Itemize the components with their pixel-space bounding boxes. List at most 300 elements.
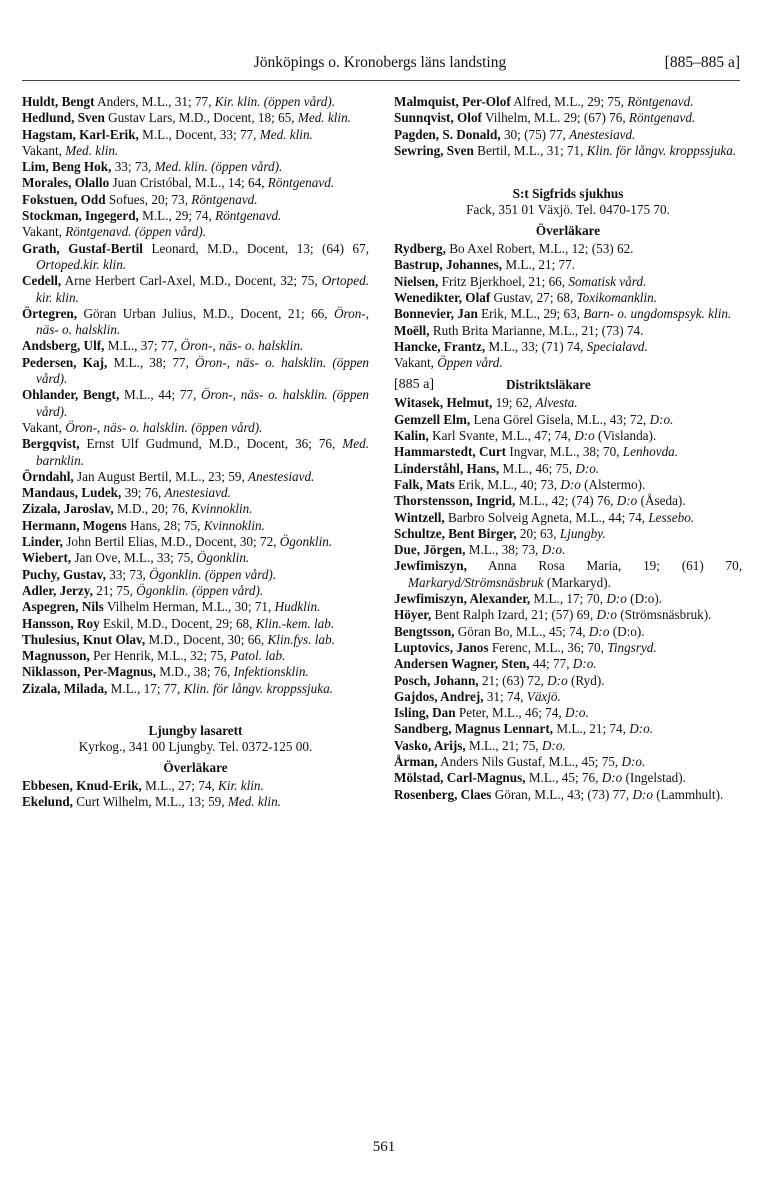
directory-entry [22, 110, 369, 126]
directory-entry [22, 208, 369, 224]
entry-details: Vakant, [394, 355, 438, 371]
entry-name: Fokstuen, Odd [22, 191, 106, 207]
entry-name: Örtegren, [22, 305, 78, 321]
entry-name: Thulesius, Knut Olav, [22, 631, 146, 647]
entry-department: Öppen vård. [437, 355, 503, 371]
entry-name: Zizala, Milada, [22, 680, 108, 696]
entry-details: Lena Görel Gisela, M.L., 43; 72, [470, 411, 650, 427]
entry-location: (Åseda). [637, 493, 686, 509]
ljungby-section-title: Ljungby lasarett [148, 722, 243, 738]
ljungby-section-subheading: Överläkare [163, 759, 228, 775]
entry-location: (Strömsnäsbruk). [616, 607, 712, 623]
entry-name: Hermann, Mogens [22, 517, 127, 533]
entry-department: Klin. för långv. kroppssjuka. [586, 142, 737, 158]
entry-name: Malmquist, Per-Olof [394, 94, 511, 109]
entry-department: Ortoped. kir. klin. [36, 273, 369, 305]
entry-details: Vakant, [22, 224, 66, 240]
entry-department: Kir. klin. (öppen vård). [214, 94, 336, 109]
entry-name: Årman, [394, 753, 438, 769]
entry-department: Med. barnklin. [36, 436, 369, 468]
entry-details: M.L., 37; 77, [104, 338, 181, 354]
directory-entry [22, 224, 369, 240]
entry-details: Vakant, [22, 142, 66, 158]
entry-name: Zizala, Jaroslav, [22, 501, 114, 517]
entry-name: Bastrup, Johannes, [394, 257, 503, 273]
entry-name: Ebbesen, Knud-Erik, [22, 777, 142, 793]
entry-details: Anna Rosa Maria, 19; (61) 70, [466, 558, 742, 574]
entry-details: Juan Cristóbal, M.L., 14; 64, [109, 175, 268, 191]
page-header-ref: [885–885 a] [664, 54, 740, 71]
left-entry-list [22, 94, 369, 697]
entry-details: Vilhelm, M.L. 29; (67) 76, [481, 110, 629, 126]
ljungby-section-address: Kyrkog., 341 00 Ljungby. Tel. 0372-125 00. [78, 739, 313, 755]
right-column [394, 94, 742, 803]
entry-department: Ögonklin. [196, 550, 250, 566]
page-header [20, 54, 740, 76]
sigfrid-entry-list [394, 241, 742, 371]
entry-department: Specialavd. [586, 338, 648, 354]
ljungby-entry-list [22, 778, 369, 811]
entry-department: Röntgenavd. (öppen vård). [65, 224, 207, 240]
entry-department: D:o. [572, 656, 597, 672]
page-number: 561 [372, 1139, 396, 1155]
entry-department: Öron-, näs- o. halsklin. [180, 338, 304, 354]
directory-entry [394, 770, 742, 786]
directory-entry [22, 159, 369, 175]
entry-name: Rydberg, [394, 241, 446, 257]
directory-entry [394, 624, 742, 640]
directory-entry [394, 412, 742, 428]
entry-name: Vasko, Arijs, [394, 737, 466, 753]
entry-department: Somatisk vård. [568, 273, 647, 289]
entry-details: 33; 73, [105, 566, 150, 582]
entry-department: Patol. lab. [230, 648, 286, 664]
entry-name: Wiebert, [22, 550, 72, 566]
entry-details: Ingvar, M.L., 38; 70, [506, 444, 623, 460]
entry-details: M.L., 17; 77, [107, 680, 184, 696]
entry-department: Röntgenavd. [267, 175, 335, 191]
entry-name: Bergqvist, [22, 436, 80, 452]
directory-entry [22, 664, 369, 680]
entry-name: Bengtsson, [394, 623, 455, 639]
entry-department: Öron-, näs- o. halsklin. [36, 305, 369, 338]
entry-name: Hagstam, Karl-Erik, [22, 126, 139, 142]
directory-entry [394, 94, 742, 110]
directory-entry [394, 738, 742, 754]
entry-details: Hans, 28; 75, [126, 517, 204, 533]
entry-details: 21; (63) 72, [478, 672, 548, 688]
directory-entry [394, 290, 742, 306]
directory-entry [394, 673, 742, 689]
directory-entry [394, 558, 742, 591]
entry-details: M.L., 33; (71) 74, [485, 338, 587, 354]
directory-entry [22, 273, 369, 306]
entry-details: Bertil, M.L., 31; 71, [473, 142, 587, 158]
entry-department: D:o. [541, 542, 566, 558]
entry-department: Anestesiavd. [164, 485, 231, 501]
entry-name: Due, Jörgen, [394, 542, 466, 558]
entry-name: Grath, Gustaf-Bertil [22, 240, 143, 256]
entry-name: Cedell, [22, 273, 62, 289]
entry-department: Tingsryd. [607, 639, 657, 655]
entry-department: Ögonklin. (öppen vård). [149, 566, 277, 582]
entry-department: Med. klin. [65, 142, 119, 158]
entry-name: Hammarstedt, Curt [394, 444, 507, 460]
entry-details: Erik, M.L., 29; 63, [477, 306, 584, 322]
directory-entry [394, 241, 742, 257]
directory-entry [394, 143, 742, 159]
directory-entry [22, 648, 369, 664]
directory-entry [394, 257, 742, 273]
entry-details: M.L., 27; 74, [141, 777, 219, 793]
entry-name: Örndahl, [22, 468, 74, 484]
directory-entry [394, 542, 742, 558]
directory-entry [394, 355, 742, 371]
entry-department: D:o. [575, 460, 600, 476]
entry-department: Anestesiavd. [569, 126, 636, 142]
entry-name: Puchy, Gustav, [22, 566, 106, 582]
directory-entry [22, 583, 369, 599]
entry-department: Anestesiavd. [248, 468, 315, 484]
entry-name: Luptovics, Janos [394, 639, 489, 655]
entry-name: Hansson, Roy [22, 615, 100, 631]
directory-entry [394, 339, 742, 355]
entry-details: M.D., 38; 76, [155, 664, 234, 680]
directory-entry [394, 395, 742, 411]
directory-entry [394, 640, 742, 656]
directory-entry [394, 607, 742, 623]
entry-department: Klin. för långv. kroppssjuka. [183, 680, 334, 696]
entry-name: Morales, Olallo [22, 175, 110, 191]
entry-name: Höyer, [394, 607, 432, 623]
entry-name: Posch, Johann, [394, 672, 479, 688]
entry-details: Göran Urban Julius, M.D., Docent, 21; 66, [77, 305, 334, 321]
directory-entry [22, 778, 369, 794]
entry-location: (Ryd). [567, 672, 605, 688]
entry-department: D:o. [541, 737, 566, 753]
entry-name: Mölstad, Carl-Magnus, [394, 770, 526, 786]
entry-department: D:o [601, 770, 623, 786]
entry-details: 31; 74, [483, 688, 527, 704]
entry-details: Bo Axel Robert, M.L., 12; (53) 62. [445, 241, 634, 257]
entry-details: John Bertil Elias, M.D., Docent, 30; 72, [62, 534, 280, 550]
entry-name: Schultze, Bent Birger, [394, 525, 517, 541]
entry-name: Nielsen, [394, 273, 439, 289]
entry-name: Wintzell, [394, 509, 445, 525]
left-column [22, 94, 369, 810]
entry-details: Anders, M.L., 31; 77, [94, 94, 215, 109]
district-heading [394, 377, 742, 395]
directory-entry [394, 444, 742, 460]
entry-department: D:o [560, 476, 581, 492]
entry-details: M.L., 29; 74, [138, 208, 216, 224]
entry-details: Per Henrik, M.L., 32; 75, [89, 648, 231, 664]
directory-entry [22, 632, 369, 648]
directory-entry [22, 616, 369, 632]
entry-details: M.L., 44; 77, [119, 387, 201, 403]
entry-location: (Markaryd). [543, 574, 611, 590]
entry-department: Hudklin. [274, 599, 321, 615]
directory-entry [394, 461, 742, 477]
entry-name: Ohlander, Bengt, [22, 387, 120, 403]
entry-department: Med. klin. (öppen vård). [154, 159, 283, 175]
entry-department: Röntgenavd. [215, 208, 282, 224]
entry-department: Med. klin. [297, 110, 351, 126]
directory-entry [22, 436, 369, 469]
directory-entry [22, 127, 369, 143]
entry-details: M.D., Docent, 30; 66, [145, 631, 268, 647]
entry-department: D:o [596, 607, 617, 623]
directory-entry [394, 323, 742, 339]
entry-name: Pagden, S. Donald, [394, 126, 501, 142]
directory-entry [22, 550, 369, 566]
entry-name: Pedersen, Kaj, [22, 354, 108, 370]
entry-department: Lenhovda. [622, 444, 679, 460]
entry-name: Rosenberg, Claes [394, 786, 492, 802]
directory-entry [22, 567, 369, 583]
sigfrid-section-subheading: Överläkare [535, 222, 601, 238]
directory-entry [394, 110, 742, 126]
directory-entry [394, 477, 742, 493]
directory-entry [22, 501, 369, 517]
entry-location: (Vislanda). [594, 428, 657, 444]
entry-details: Peter, M.L., 46; 74, [455, 705, 565, 721]
entry-details: Arne Herbert Carl-Axel, M.D., Docent, 32; 75, [61, 273, 322, 289]
directory-entry [394, 721, 742, 737]
entry-details: M.L., Docent, 33; 77, [138, 126, 260, 142]
entry-name: Witasek, Helmut, [394, 395, 493, 411]
entry-details: 30; (75) 77, [500, 126, 570, 142]
entry-details: 20; 63, [516, 525, 560, 541]
sigfrid-section-address: Fack, 351 01 Växjö. Tel. 0470-175 70. [466, 202, 670, 218]
entry-details: Ferenc, M.L., 36; 70, [488, 639, 608, 655]
entry-department: Med. klin. [259, 126, 313, 142]
entry-name: Gajdos, Andrej, [394, 688, 484, 704]
entry-name: Thorstensson, Ingrid, [394, 493, 516, 509]
directory-entry [22, 469, 369, 485]
entry-details: M.L., 21; 74, [553, 721, 630, 737]
directory-entry [394, 493, 742, 509]
entry-name: Magnusson, [22, 648, 90, 664]
entry-department: Alvesta. [535, 395, 578, 411]
entry-details: Gustav Lars, M.D., Docent, 18; 65, [104, 110, 298, 126]
directory-entry [394, 591, 742, 607]
entry-details: Ruth Brita Marianne, M.L., 21; (73) 74. [429, 322, 644, 338]
entry-details: M.L., 42; (74) 76, [515, 493, 617, 509]
entry-name: Bonnevier, Jan [394, 306, 478, 322]
entry-details: Jan August Bertil, M.L., 23; 59, [73, 468, 249, 484]
entry-department: D:o [547, 672, 568, 688]
entry-details: 21; 75, [92, 582, 137, 598]
directory-entry [22, 794, 369, 810]
entry-department: Ljungby. [559, 525, 606, 541]
entry-details: M.L., 17; 70, [530, 591, 607, 607]
entry-name: Jewfimiszyn, [394, 558, 467, 574]
entry-department: Ögonklin. (öppen vård). [136, 582, 264, 598]
entry-department: Ortoped.kir. klin. [36, 256, 127, 272]
entry-department: Kir. klin. [218, 777, 264, 793]
entry-name: Isling, Dan [394, 705, 456, 721]
entry-details: M.L., 21; 77. [502, 257, 576, 273]
district-label: Distriktsläkare [506, 377, 591, 393]
entry-details: Vakant, [22, 419, 66, 435]
entry-details: M.L., 38; 73, [465, 542, 542, 558]
entry-name: Lim, Beng Hok, [22, 159, 112, 175]
directory-entry [22, 241, 369, 274]
entry-department: Med. klin. [227, 794, 281, 810]
entry-details: Bent Ralph Izard, 21; (57) 69, [431, 607, 597, 623]
entry-name: Linderståhl, Hans, [394, 460, 500, 476]
directory-entry [22, 192, 369, 208]
entry-name: Moëll, [394, 322, 430, 338]
directory-entry [394, 127, 742, 143]
directory-entry [394, 787, 742, 803]
entry-department: D:o. [564, 705, 589, 721]
entry-details: 19; 62, [492, 395, 536, 411]
directory-entry [22, 387, 369, 420]
directory-entry [22, 355, 369, 388]
district-code: [885 a] [394, 377, 435, 393]
page-header-title: Jönköpings o. Kronobergs läns landsting [253, 54, 507, 71]
entry-details: Vilhelm Herman, M.L., 30; 71, [103, 599, 275, 615]
directory-entry [22, 599, 369, 615]
entry-department: Röntgenavd. [191, 191, 258, 207]
entry-department: Kvinnoklin. [203, 517, 265, 533]
entry-department: D:o [616, 493, 638, 509]
entry-details: Leonard, M.D., Docent, 13; (64) 67, [142, 240, 369, 256]
entry-details: M.L., 45; 76, [525, 770, 602, 786]
entry-name: Falk, Mats [394, 476, 455, 492]
directory-entry [22, 534, 369, 550]
entry-department: Toxikomanklin. [576, 289, 658, 305]
entry-department: Ögonklin. [279, 534, 333, 550]
entry-details: Erik, M.L., 40; 73, [454, 476, 561, 492]
entry-name: Hedlund, Sven [22, 110, 105, 126]
entry-details: Fritz Bjerkhoel, 21; 66, [438, 273, 569, 289]
entry-name: Mandaus, Ludek, [22, 485, 122, 501]
entry-name: Sandberg, Magnus Lennart, [394, 721, 554, 737]
entry-department: Kvinnoklin. [191, 501, 253, 517]
entry-details: Sofues, 20; 73, [105, 191, 192, 207]
entry-name: Aspegren, Nils [22, 599, 104, 615]
entry-department: D:o. [649, 411, 674, 427]
entry-name: Andersen Wagner, Sten, [394, 656, 530, 672]
entry-details: Curt Wilhelm, M.L., 13; 59, [72, 794, 228, 810]
directory-entry [394, 306, 742, 322]
entry-details: 33; 73, [111, 159, 155, 175]
entry-details: Barbro Solveig Agneta, M.L., 44; 74, [444, 509, 649, 525]
directory-entry [22, 681, 369, 697]
entry-details: M.L., 21; 75, [465, 737, 542, 753]
entry-name: Andsberg, Ulf, [22, 338, 105, 354]
directory-entry [22, 420, 369, 436]
entry-name: Jewfimiszyn, Alexander, [394, 591, 531, 607]
directory-entry [22, 485, 369, 501]
entry-department: Växjö. [526, 688, 561, 704]
entry-details: Alfred, M.L., 29; 75, [510, 94, 628, 109]
entry-details: Jan Ove, M.L., 33; 75, [71, 550, 197, 566]
entry-location: (D:o). [609, 623, 645, 639]
entry-name: Ekelund, [22, 794, 73, 810]
entry-department: D:o [632, 786, 653, 802]
entry-name: Wenedikter, Olaf [394, 289, 491, 305]
entry-details: Eskil, M.D., Docent, 29; 68, [99, 615, 256, 631]
sigfrid-section-title: S:t Sigfrids sjukhus [512, 186, 624, 202]
entry-location: (D:o). [626, 591, 663, 607]
entry-department: Markaryd/Strömsnäsbruk [408, 574, 544, 590]
directory-entry [394, 510, 742, 526]
entry-details: Ernst Ulf Gudmund, M.D., Docent, 36; 76, [79, 436, 343, 452]
entry-details: M.D., 20; 76, [113, 501, 192, 517]
entry-details: Göran Bo, M.L., 45; 74, [454, 623, 589, 639]
entry-details: Gustav, 27; 68, [490, 289, 577, 305]
entry-department: Öron-, näs- o. halsklin. (öppen vård). [65, 419, 263, 435]
entry-department: Öron-, näs- o. halsklin. (öppen vård). [36, 354, 369, 387]
entry-location: (Alstermo). [580, 476, 646, 492]
entry-details: Karl Svante, M.L., 47; 74, [428, 428, 575, 444]
entry-details: 44; 77, [529, 656, 573, 672]
directory-entry [22, 518, 369, 534]
entry-details: 39; 76, [121, 485, 165, 501]
entry-department: D:o. [629, 721, 654, 737]
entry-name: Gemzell Elm, [394, 411, 471, 427]
entry-details: M.L., 46; 75, [499, 460, 576, 476]
header-rule [22, 80, 740, 81]
entry-department: D:o [588, 623, 610, 639]
directory-entry [22, 338, 369, 354]
entry-location: (Lammhult). [652, 786, 724, 802]
entry-name: Adler, Jerzy, [22, 582, 93, 598]
directory-entry [22, 306, 369, 339]
entry-details: Göran, M.L., 43; (73) 77, [491, 786, 633, 802]
directory-entry [394, 705, 742, 721]
entry-name: Hancke, Frantz, [394, 338, 486, 354]
right-entry-list [394, 94, 742, 159]
directory-entry [394, 526, 742, 542]
directory-entry [22, 94, 369, 110]
entry-department: Lessebo. [648, 509, 695, 525]
entry-department: Röntgenavd. [627, 94, 694, 109]
entry-name: Linder, [22, 534, 63, 550]
entry-department: Röntgenavd. [628, 110, 696, 126]
entry-name: Niklasson, Per-Magnus, [22, 664, 156, 680]
directory-entry [394, 274, 742, 290]
entry-department: Infektionsklin. [233, 664, 309, 680]
entry-name: Kalin, [394, 428, 429, 444]
entry-name: Sewring, Sven [394, 142, 474, 158]
entry-details: Anders Nils Gustaf, M.L., 45; 75, [437, 753, 622, 769]
entry-department: Klin.-kem. lab. [255, 615, 335, 631]
entry-department: D:o [574, 428, 595, 444]
entry-name: Huldt, Bengt [22, 94, 95, 109]
directory-entry [22, 143, 369, 159]
directory-entry [394, 754, 742, 770]
district-entry-list [394, 395, 742, 802]
entry-department: Klin.fys. lab. [267, 631, 335, 647]
entry-department: D:o [606, 591, 627, 607]
directory-entry [394, 656, 742, 672]
entry-location: (Ingelstad). [622, 770, 686, 786]
entry-name: Sunnqvist, Olof [394, 110, 482, 126]
entry-department: Barn- o. ungdomspsyk. klin. [583, 306, 732, 322]
entry-department: Öron-, näs- o. halsklin. (öppen vård). [36, 387, 370, 419]
entry-department: D:o. [621, 753, 646, 769]
entry-details: M.L., 38; 77, [107, 354, 195, 370]
directory-entry [394, 689, 742, 705]
directory-entry [394, 428, 742, 444]
entry-name: Stockman, Ingegerd, [22, 208, 139, 224]
directory-entry [22, 175, 369, 191]
